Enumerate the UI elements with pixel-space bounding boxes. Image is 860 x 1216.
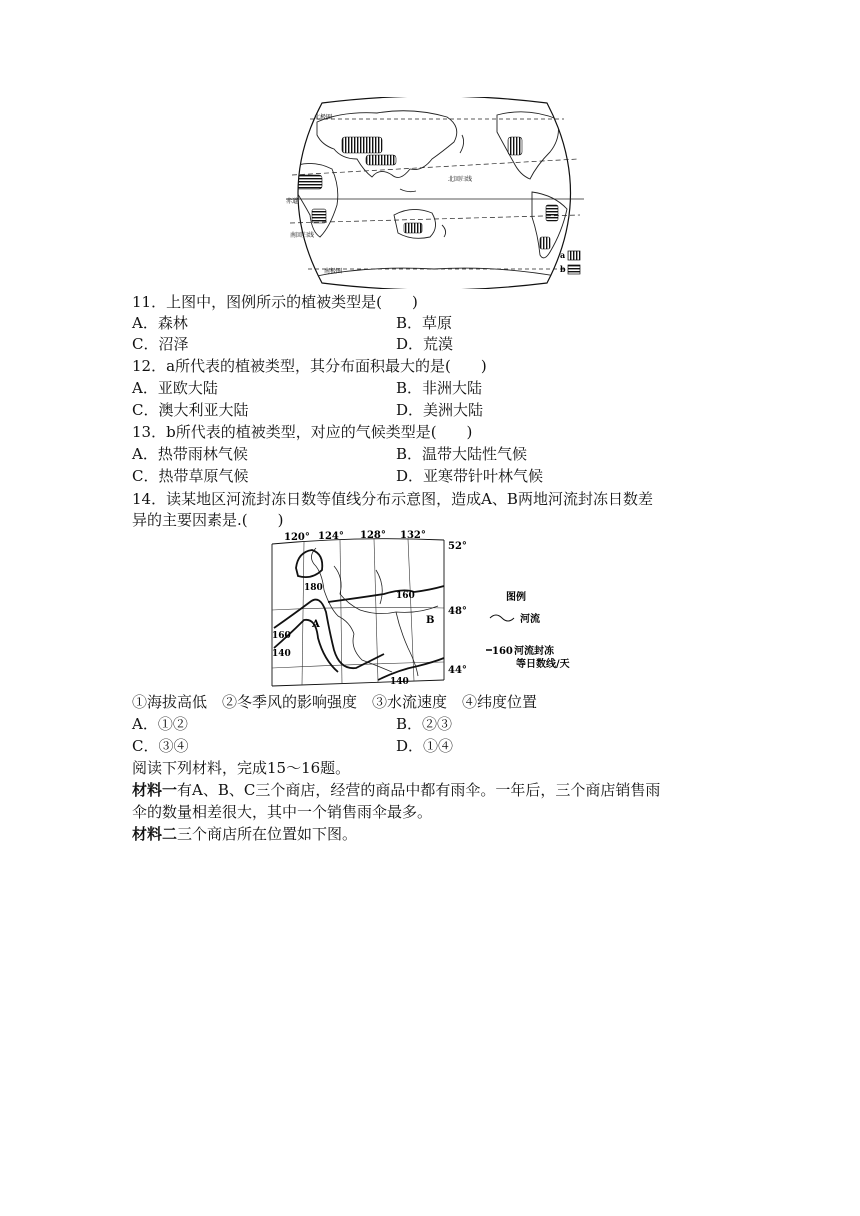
label-tropic-capricorn: 南回归线 bbox=[290, 232, 315, 239]
lon-label-124: 124° bbox=[318, 531, 344, 542]
material-one-line1 bbox=[132, 780, 660, 800]
legend-river-symbol bbox=[490, 615, 514, 621]
material-one-label: 材料一 bbox=[132, 781, 178, 799]
q12-option-a: A．亚欧大陆 bbox=[132, 379, 218, 397]
q11-stem: 11．上图中，图例所示的植被类型是( ) bbox=[132, 293, 418, 311]
material-one-text1: 有A、B、C三个商店，经营的商品中都有雨伞。一年后，三个商店销售雨 bbox=[177, 781, 661, 799]
q14-factors: ①海拔高低 ②冬季风的影响强度 ③水流速度 ④纬度位置 bbox=[132, 693, 538, 711]
q13-option-c: C．热带草原气候 bbox=[132, 467, 249, 485]
material-one-text2: 伞的数量相差很大，其中一个销售雨伞最多。 bbox=[132, 803, 433, 821]
legend-b-letter: b bbox=[560, 264, 566, 274]
legend-a-swatch bbox=[568, 251, 580, 260]
lat-label-44: 44° bbox=[448, 665, 467, 676]
isoline-label-160-east: 160 bbox=[396, 591, 415, 601]
q14-option-a: A．①② bbox=[132, 715, 188, 733]
q12-option-b: B．非洲大陆 bbox=[396, 379, 483, 397]
material-two-label: 材料二 bbox=[132, 825, 178, 843]
q12-option-d: D．美洲大陆 bbox=[396, 401, 484, 419]
reading-intro: 阅读下列材料，完成15～16题。 bbox=[132, 759, 351, 777]
q14-option-d: D．①④ bbox=[396, 737, 454, 755]
lat-label-48: 48° bbox=[448, 606, 467, 617]
isoline-label-140-south: 140 bbox=[390, 677, 409, 687]
isoline-label-180: 180 bbox=[304, 583, 323, 593]
q13-option-a: A．热带雨林气候 bbox=[132, 445, 248, 463]
label-antarctic-circle: 南极圈 bbox=[324, 268, 343, 275]
q14-stem-line1: 14．读某地区河流封冻日数等值线分布示意图，造成A、B两地河流封冻日数差 bbox=[132, 490, 653, 508]
q11-option-a: A．森林 bbox=[132, 314, 188, 332]
lon-label-132: 132° bbox=[400, 530, 426, 541]
q13-option-b: B．温带大陆性气候 bbox=[396, 445, 528, 463]
q11-option-c: C．沼泽 bbox=[132, 335, 189, 353]
legend-title: 图例 bbox=[506, 592, 526, 603]
legend-isoline-label2: 等日数线/天 bbox=[516, 659, 570, 670]
material-two-text: 三个商店所在位置如下图。 bbox=[177, 825, 358, 843]
q14-option-c: C．③④ bbox=[132, 737, 189, 755]
q14-stem-line2: 异的主要因素是.( ) bbox=[132, 511, 284, 529]
q11-option-d: D．荒漠 bbox=[396, 335, 454, 353]
legend-b-swatch bbox=[568, 265, 580, 274]
river-freeze-isoline-map bbox=[268, 530, 628, 690]
point-a-label: A bbox=[312, 619, 320, 630]
legend-river-label: 河流 bbox=[520, 614, 540, 625]
point-b-label: B bbox=[426, 615, 435, 626]
q14-option-b: B．②③ bbox=[396, 715, 453, 733]
legend-isoline-label1: 河流封冻 bbox=[514, 646, 554, 657]
q13-stem: 13．b所代表的植被类型，对应的气候类型是( ) bbox=[132, 423, 473, 441]
q12-stem: 12．a所代表的植被类型，其分布面积最大的是( ) bbox=[132, 357, 487, 375]
q11-option-b: B．草原 bbox=[396, 314, 453, 332]
isoline-label-140-west: 140 bbox=[272, 649, 291, 659]
label-arctic-circle: 北极圈 bbox=[314, 114, 333, 121]
label-tropic-cancer: 北回归线 bbox=[448, 176, 473, 183]
label-equator: 赤道 bbox=[286, 198, 299, 205]
legend-a-letter: a bbox=[560, 250, 566, 260]
q12-option-c: C．澳大利亚大陆 bbox=[132, 401, 249, 419]
material-two-line bbox=[132, 824, 357, 844]
isoline-label-160-west: 160 bbox=[272, 631, 291, 641]
legend-isoline-value: 160 bbox=[492, 646, 513, 657]
q13-option-d: D．亚寒带针叶林气候 bbox=[396, 467, 544, 485]
lon-label-128: 128° bbox=[360, 530, 386, 541]
lon-label-120: 120° bbox=[284, 532, 310, 543]
world-vegetation-map bbox=[282, 97, 587, 289]
lat-label-52: 52° bbox=[448, 541, 467, 552]
